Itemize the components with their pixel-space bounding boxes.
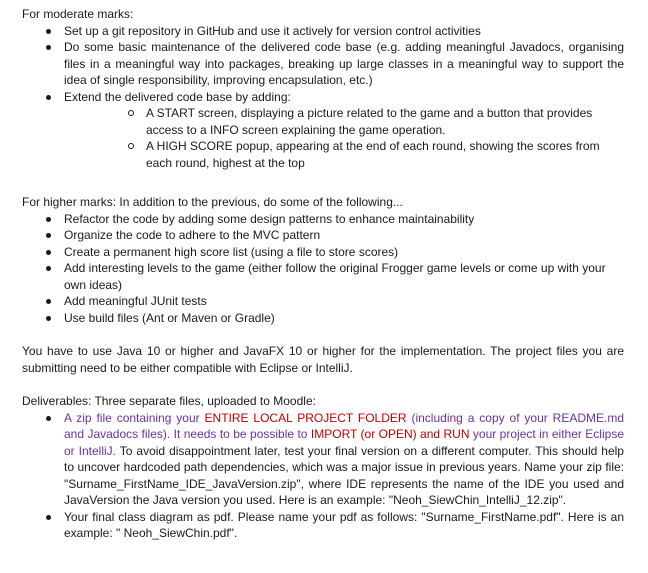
list-item: Set up a git repository in GitHub and use it actively for version control activities	[22, 23, 624, 40]
list-item-zip-file	[22, 410, 624, 509]
list-item	[22, 89, 624, 172]
zip-text-part: A zip file containing your	[64, 410, 205, 425]
list-item-text: Extend the delivered code base by adding:	[64, 89, 291, 104]
deliverables-section	[22, 393, 624, 542]
extension-sublist	[64, 105, 624, 171]
higher-marks-section	[22, 194, 624, 326]
list-item: Organize the code to adhere to the MVC pattern	[22, 227, 624, 244]
higher-marks-heading: For higher marks: In addition to the previous, do some of the following...	[22, 195, 403, 209]
list-item: Add meaningful JUnit tests	[22, 293, 624, 310]
deliverables-heading: Deliverables: Three separate files, uploaded to Moodle:	[22, 394, 316, 408]
list-item-class-diagram: Your final class diagram as pdf. Please name your pdf as follows: "Surname_FirstName.pdf". Here is an example: " Neoh_SiewChin.pdf".	[22, 509, 624, 542]
moderate-marks-list	[22, 23, 624, 172]
sub-list-item: A START screen, displaying a picture related to the game and a button that provides access to a INFO screen explaining the game operation.	[64, 105, 624, 138]
sub-list-item: A HIGH SCORE popup, appearing at the end of each round, showing the scores from each round, highest at the top	[64, 138, 624, 171]
deliverables-list	[22, 410, 624, 542]
list-item: Create a permanent high score list (using a file to store scores)	[22, 244, 624, 261]
list-item: Add interesting levels to the game (either follow the original Frogger game levels or come up with your own ideas)	[22, 260, 624, 293]
list-item: Do some basic maintenance of the delivered code base (e.g. adding meaningful Javadocs, organising files in a meaningful way into packages, breaking up large classes in a meaningful way to support the idea of single responsibility, improving encapsulation, etc.)	[22, 39, 624, 89]
document-content	[22, 6, 624, 542]
moderate-marks-heading: For moderate marks:	[22, 7, 134, 21]
java-version-note: You have to use Java 10 or higher and JavaFX 10 or higher for the implementation. The project files you are submitting need to be either compatible with Eclipse or IntelliJ.	[22, 344, 624, 375]
list-item: Refactor the code by adding some design patterns to enhance maintainability	[22, 211, 624, 228]
higher-marks-list	[22, 211, 624, 327]
zip-text-part: your project in either Eclipse or IntelliJ.	[64, 427, 624, 458]
zip-text-instructions: To avoid disappointment later, test your final version on a different computer. This should help to uncover hardcoded path dependencies, which was a major issue in previous years. Name your zip file: "Surname_FirstName_IDE_JavaVersion.zip", where IDE represents the name of the IDE you used and JavaVersion the Java version you used. Here is an example: "Neoh_SiewChin_IntelliJ_12.zip".	[64, 443, 624, 507]
zip-text-part: (including a copy of your README.md and Javadocs files). It needs to be possible to	[64, 410, 624, 441]
list-item: Use build files (Ant or Maven or Gradle)	[22, 310, 624, 327]
zip-text-emphasis: ENTIRE LOCAL PROJECT FOLDER	[204, 410, 407, 425]
moderate-marks-section	[22, 6, 624, 171]
zip-text-emphasis: IMPORT (or OPEN) and RUN	[310, 427, 470, 441]
